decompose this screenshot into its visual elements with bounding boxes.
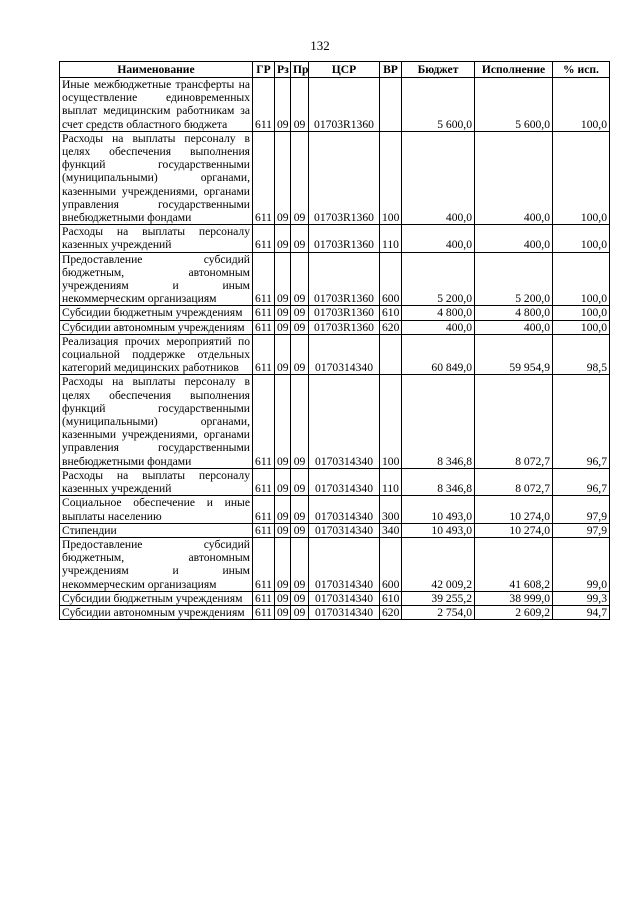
cell-execution: 8 072,7 (475, 375, 553, 468)
cell-budget: 60 849,0 (402, 334, 475, 375)
cell-vr: 110 (380, 225, 402, 252)
cell-name: Расходы на выплаты персоналу в целях обеспечения выполнения функций государственными (муниципальными) органами, казенными учреждениями, органами управления государственными внебюджетными фондами (60, 131, 253, 224)
table-row (60, 468, 610, 495)
cell-budget: 5 600,0 (402, 78, 475, 132)
cell-percent: 100,0 (553, 131, 610, 224)
cell-budget: 5 200,0 (402, 252, 475, 306)
cell-gr: 611 (253, 306, 275, 320)
cell-gr: 611 (253, 496, 275, 523)
cell-execution: 400,0 (475, 131, 553, 224)
header-rz: Рз (275, 62, 291, 78)
cell-gr: 611 (253, 225, 275, 252)
cell-csr: 01703R1360 (309, 320, 380, 334)
cell-rz: 09 (275, 131, 291, 224)
cell-gr: 611 (253, 252, 275, 306)
cell-execution: 41 608,2 (475, 537, 553, 591)
cell-budget: 2 754,0 (402, 605, 475, 619)
cell-gr: 611 (253, 468, 275, 495)
cell-gr: 611 (253, 131, 275, 224)
cell-budget: 8 346,8 (402, 468, 475, 495)
table-row (60, 320, 610, 334)
cell-gr: 611 (253, 605, 275, 619)
header-execution: Исполнение (475, 62, 553, 78)
cell-vr: 100 (380, 375, 402, 468)
cell-percent: 94,7 (553, 605, 610, 619)
cell-percent: 96,7 (553, 468, 610, 495)
cell-execution: 5 600,0 (475, 78, 553, 132)
cell-csr: 0170314340 (309, 496, 380, 523)
cell-percent: 98,5 (553, 334, 610, 375)
table-row (60, 605, 610, 619)
table-row (60, 306, 610, 320)
cell-rz: 09 (275, 605, 291, 619)
cell-pr: 09 (291, 537, 309, 591)
cell-execution: 400,0 (475, 225, 553, 252)
cell-pr: 09 (291, 605, 309, 619)
cell-gr: 611 (253, 320, 275, 334)
cell-pr: 09 (291, 468, 309, 495)
table-body (60, 78, 610, 620)
cell-budget: 8 346,8 (402, 375, 475, 468)
cell-csr: 0170314340 (309, 537, 380, 591)
cell-budget: 400,0 (402, 225, 475, 252)
table-row (60, 78, 610, 132)
cell-name: Субсидии автономным учреждениям (60, 320, 253, 334)
cell-csr: 0170314340 (309, 523, 380, 537)
cell-name: Субсидии автономным учреждениям (60, 605, 253, 619)
cell-percent: 100,0 (553, 252, 610, 306)
cell-csr: 0170314340 (309, 591, 380, 605)
cell-csr: 01703R1360 (309, 225, 380, 252)
cell-pr: 09 (291, 591, 309, 605)
cell-budget: 400,0 (402, 320, 475, 334)
table-row (60, 591, 610, 605)
cell-vr: 600 (380, 537, 402, 591)
cell-vr: 110 (380, 468, 402, 495)
cell-execution: 400,0 (475, 320, 553, 334)
cell-gr: 611 (253, 334, 275, 375)
header-name: Наименование (60, 62, 253, 78)
cell-vr: 610 (380, 591, 402, 605)
cell-execution: 4 800,0 (475, 306, 553, 320)
page-number: 132 (310, 38, 330, 53)
cell-name: Предоставление субсидий бюджетным, автономным учреждениям и иным некоммерческим организациям (60, 252, 253, 306)
cell-rz: 09 (275, 496, 291, 523)
table-row (60, 225, 610, 252)
header-vr: ВР (380, 62, 402, 78)
budget-execution-table (59, 61, 610, 620)
table-row (60, 496, 610, 523)
cell-gr: 611 (253, 537, 275, 591)
cell-percent: 100,0 (553, 225, 610, 252)
cell-vr (380, 78, 402, 132)
cell-vr: 100 (380, 131, 402, 224)
cell-percent: 100,0 (553, 320, 610, 334)
cell-vr: 620 (380, 605, 402, 619)
cell-gr: 611 (253, 523, 275, 537)
cell-budget: 10 493,0 (402, 523, 475, 537)
cell-name: Стипендии (60, 523, 253, 537)
cell-rz: 09 (275, 252, 291, 306)
cell-budget: 4 800,0 (402, 306, 475, 320)
cell-percent: 99,3 (553, 591, 610, 605)
cell-gr: 611 (253, 375, 275, 468)
cell-budget: 42 009,2 (402, 537, 475, 591)
cell-execution: 10 274,0 (475, 496, 553, 523)
table-header (60, 62, 610, 78)
cell-pr: 09 (291, 131, 309, 224)
cell-percent: 100,0 (553, 78, 610, 132)
header-csr: ЦСР (309, 62, 380, 78)
cell-rz: 09 (275, 306, 291, 320)
cell-name: Иные межбюджетные трансферты на осуществление единовременных выплат медицинским работникам за счет средств областного бюджета (60, 78, 253, 132)
cell-vr (380, 334, 402, 375)
cell-gr: 611 (253, 591, 275, 605)
cell-csr: 0170314340 (309, 375, 380, 468)
cell-percent: 99,0 (553, 537, 610, 591)
cell-vr: 300 (380, 496, 402, 523)
table-row (60, 252, 610, 306)
cell-execution: 5 200,0 (475, 252, 553, 306)
cell-name: Предоставление субсидий бюджетным, автономным учреждениям и иным некоммерческим организациям (60, 537, 253, 591)
cell-name: Расходы на выплаты персоналу в целях обеспечения выполнения функций государственными (муниципальными) органами, казенными учреждениями, органами управления государственными внебюджетными фондами (60, 375, 253, 468)
cell-pr: 09 (291, 225, 309, 252)
cell-rz: 09 (275, 78, 291, 132)
header-pr: Пр (291, 62, 309, 78)
cell-rz: 09 (275, 537, 291, 591)
cell-csr: 01703R1360 (309, 131, 380, 224)
cell-pr: 09 (291, 375, 309, 468)
cell-execution: 38 999,0 (475, 591, 553, 605)
cell-csr: 01703R1360 (309, 252, 380, 306)
cell-budget: 400,0 (402, 131, 475, 224)
cell-execution: 59 954,9 (475, 334, 553, 375)
cell-gr: 611 (253, 78, 275, 132)
cell-csr: 0170314340 (309, 468, 380, 495)
cell-budget: 10 493,0 (402, 496, 475, 523)
cell-rz: 09 (275, 375, 291, 468)
cell-rz: 09 (275, 225, 291, 252)
cell-rz: 09 (275, 591, 291, 605)
cell-csr: 01703R1360 (309, 306, 380, 320)
cell-rz: 09 (275, 468, 291, 495)
cell-name: Расходы на выплаты персоналу казенных учреждений (60, 225, 253, 252)
cell-name: Социальное обеспечение и иные выплаты населению (60, 496, 253, 523)
cell-vr: 600 (380, 252, 402, 306)
cell-vr: 340 (380, 523, 402, 537)
cell-pr: 09 (291, 496, 309, 523)
cell-percent: 97,9 (553, 523, 610, 537)
cell-csr: 01703R1360 (309, 78, 380, 132)
cell-rz: 09 (275, 320, 291, 334)
cell-pr: 09 (291, 320, 309, 334)
cell-pr: 09 (291, 78, 309, 132)
cell-vr: 610 (380, 306, 402, 320)
cell-percent: 97,9 (553, 496, 610, 523)
cell-csr: 0170314340 (309, 334, 380, 375)
cell-name: Субсидии бюджетным учреждениям (60, 306, 253, 320)
cell-name: Расходы на выплаты персоналу казенных учреждений (60, 468, 253, 495)
header-budget: Бюджет (402, 62, 475, 78)
table-row (60, 375, 610, 468)
cell-pr: 09 (291, 306, 309, 320)
cell-name: Субсидии бюджетным учреждениям (60, 591, 253, 605)
cell-csr: 0170314340 (309, 605, 380, 619)
cell-budget: 39 255,2 (402, 591, 475, 605)
cell-pr: 09 (291, 334, 309, 375)
table-row (60, 131, 610, 224)
cell-execution: 10 274,0 (475, 523, 553, 537)
cell-percent: 96,7 (553, 375, 610, 468)
cell-execution: 2 609,2 (475, 605, 553, 619)
table-row (60, 537, 610, 591)
header-gr: ГР (253, 62, 275, 78)
cell-percent: 100,0 (553, 306, 610, 320)
cell-name: Реализация прочих мероприятий по социальной поддержке отдельных категорий медицинских работников (60, 334, 253, 375)
cell-rz: 09 (275, 523, 291, 537)
cell-pr: 09 (291, 252, 309, 306)
table-row (60, 523, 610, 537)
table-row (60, 334, 610, 375)
cell-rz: 09 (275, 334, 291, 375)
cell-execution: 8 072,7 (475, 468, 553, 495)
header-percent: % исп. (553, 62, 610, 78)
header-row (60, 62, 610, 78)
cell-pr: 09 (291, 523, 309, 537)
cell-vr: 620 (380, 320, 402, 334)
